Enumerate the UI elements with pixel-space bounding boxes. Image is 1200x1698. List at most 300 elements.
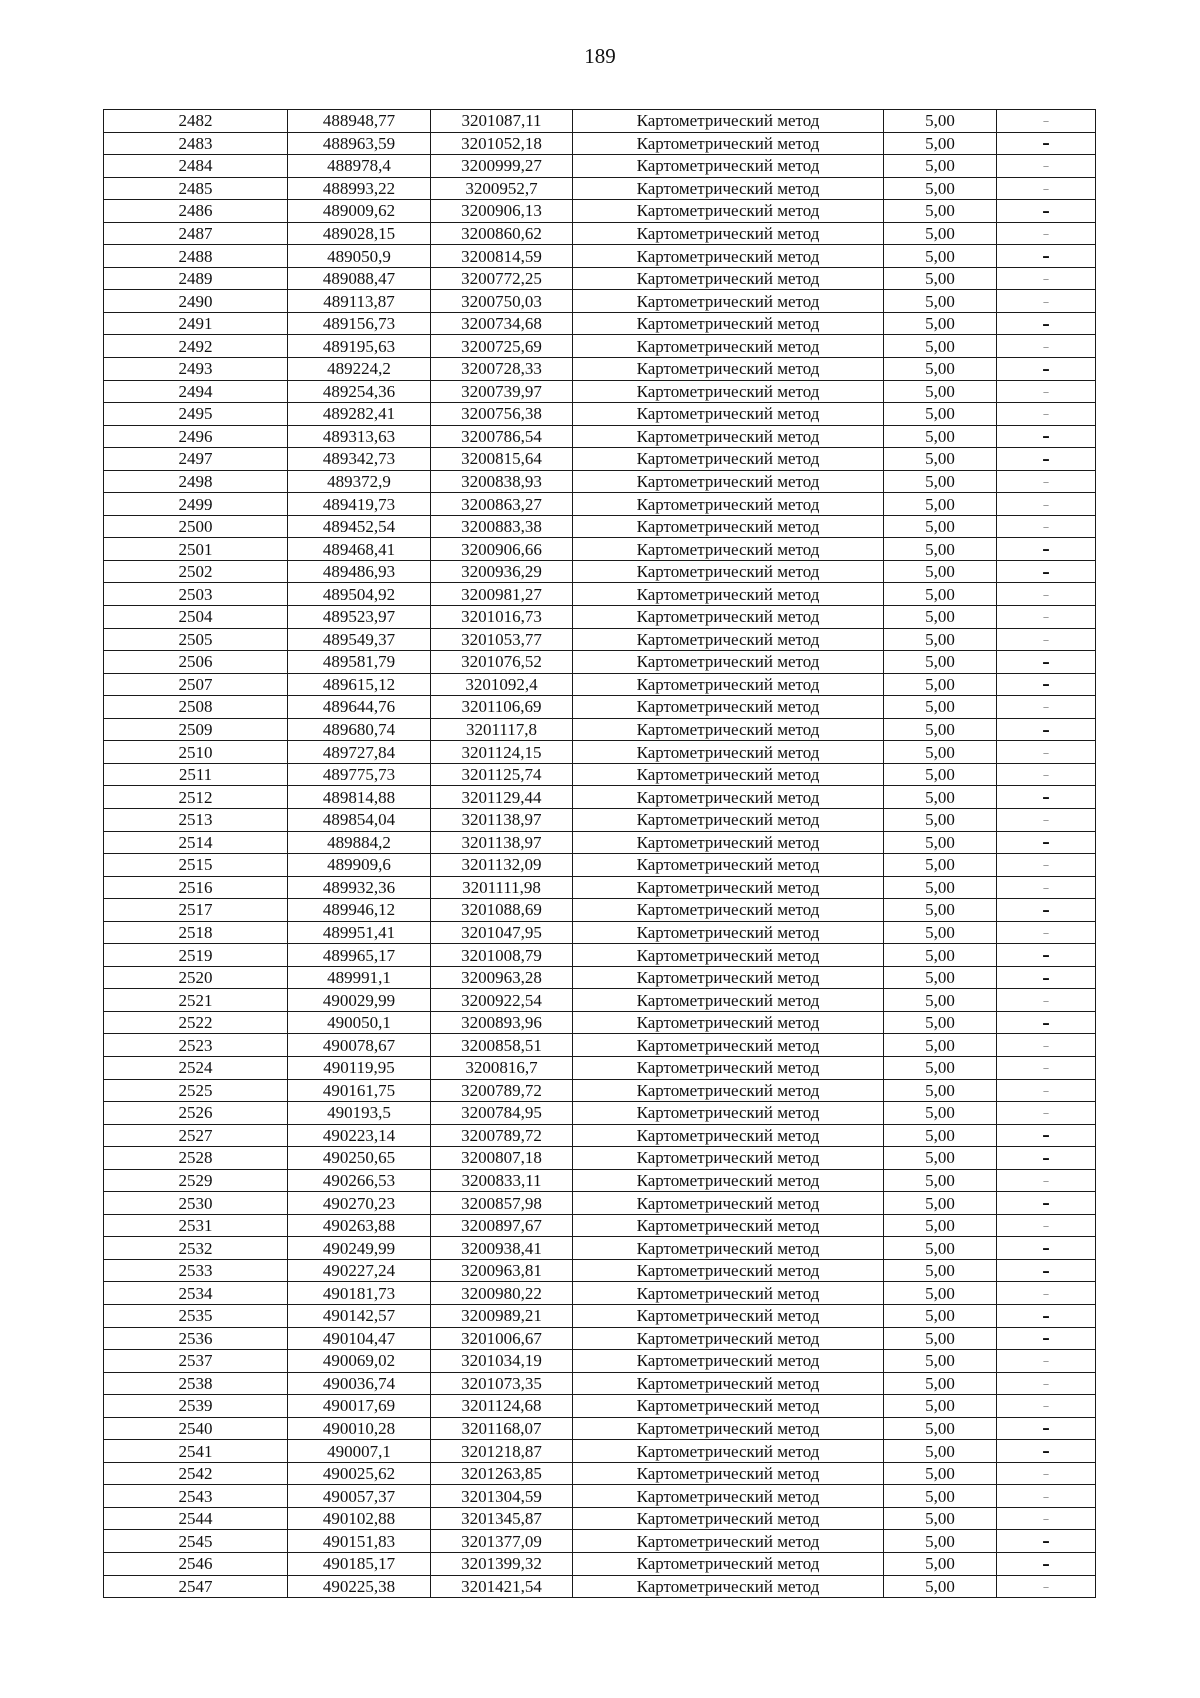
- method-cell: Картометрический метод: [573, 808, 884, 831]
- accuracy-cell: 5,00: [884, 673, 997, 696]
- x-coordinate-cell: 489932,36: [288, 876, 431, 899]
- point-number-cell: 2514: [104, 831, 288, 854]
- method-cell: Картометрический метод: [573, 1553, 884, 1576]
- coordinates-table: [103, 109, 1096, 1598]
- point-number-cell: 2494: [104, 380, 288, 403]
- dash-mark: –: [1042, 993, 1050, 1009]
- point-number-cell: 2483: [104, 132, 288, 155]
- table-row: [104, 1192, 1096, 1215]
- table-row: [104, 290, 1096, 313]
- accuracy-cell: 5,00: [884, 1304, 997, 1327]
- accuracy-cell: 5,00: [884, 290, 997, 313]
- table-row: [104, 583, 1096, 606]
- point-number-cell: 2512: [104, 786, 288, 809]
- note-cell: [997, 267, 1096, 290]
- method-cell: Картометрический метод: [573, 177, 884, 200]
- table-row: [104, 1485, 1096, 1508]
- method-cell: Картометрический метод: [573, 1530, 884, 1553]
- method-cell: Картометрический метод: [573, 1485, 884, 1508]
- table-row: [104, 560, 1096, 583]
- x-coordinate-cell: 488963,59: [288, 132, 431, 155]
- y-coordinate-cell: 3200728,33: [431, 358, 573, 381]
- point-number-cell: 2491: [104, 312, 288, 335]
- dash-mark: –: [1042, 768, 1050, 784]
- x-coordinate-cell: 490017,69: [288, 1395, 431, 1418]
- note-cell: [997, 403, 1096, 426]
- method-cell: Картометрический метод: [573, 1507, 884, 1530]
- dash-mark: –: [1042, 427, 1050, 446]
- dash-mark: –: [1042, 1532, 1050, 1551]
- method-cell: Картометрический метод: [573, 763, 884, 786]
- note-cell: [997, 1259, 1096, 1282]
- method-cell: Картометрический метод: [573, 1462, 884, 1485]
- dash-mark: –: [1042, 449, 1050, 468]
- point-number-cell: 2522: [104, 1011, 288, 1034]
- accuracy-cell: 5,00: [884, 944, 997, 967]
- accuracy-cell: 5,00: [884, 448, 997, 471]
- y-coordinate-cell: 3201129,44: [431, 786, 573, 809]
- y-coordinate-cell: 3200789,72: [431, 1079, 573, 1102]
- note-cell: [997, 763, 1096, 786]
- table-row: [104, 425, 1096, 448]
- table-row: [104, 1259, 1096, 1282]
- y-coordinate-cell: 3201052,18: [431, 132, 573, 155]
- method-cell: Картометрический метод: [573, 786, 884, 809]
- table-row: [104, 155, 1096, 178]
- method-cell: Картометрический метод: [573, 200, 884, 223]
- table-row: [104, 696, 1096, 719]
- table-row: [104, 493, 1096, 516]
- point-number-cell: 2488: [104, 245, 288, 268]
- accuracy-cell: 5,00: [884, 899, 997, 922]
- point-number-cell: 2502: [104, 560, 288, 583]
- point-number-cell: 2518: [104, 921, 288, 944]
- x-coordinate-cell: 490102,88: [288, 1507, 431, 1530]
- accuracy-cell: 5,00: [884, 1575, 997, 1598]
- table-row: [104, 1102, 1096, 1125]
- method-cell: Картометрический метод: [573, 1304, 884, 1327]
- y-coordinate-cell: 3200963,81: [431, 1259, 573, 1282]
- point-number-cell: 2546: [104, 1553, 288, 1576]
- y-coordinate-cell: 3200883,38: [431, 515, 573, 538]
- table-row: [104, 1507, 1096, 1530]
- method-cell: Картометрический метод: [573, 944, 884, 967]
- table-row: [104, 831, 1096, 854]
- accuracy-cell: 5,00: [884, 335, 997, 358]
- accuracy-cell: 5,00: [884, 1056, 997, 1079]
- note-cell: [997, 1237, 1096, 1260]
- note-cell: [997, 651, 1096, 674]
- x-coordinate-cell: 489313,63: [288, 425, 431, 448]
- point-number-cell: 2496: [104, 425, 288, 448]
- method-cell: Картометрический метод: [573, 1575, 884, 1598]
- y-coordinate-cell: 3201076,52: [431, 651, 573, 674]
- x-coordinate-cell: 489991,1: [288, 966, 431, 989]
- accuracy-cell: 5,00: [884, 1079, 997, 1102]
- note-cell: [997, 290, 1096, 313]
- note-cell: [997, 538, 1096, 561]
- point-number-cell: 2517: [104, 899, 288, 922]
- dash-mark: –: [1042, 201, 1050, 220]
- y-coordinate-cell: 3201138,97: [431, 808, 573, 831]
- accuracy-cell: 5,00: [884, 966, 997, 989]
- dash-mark: –: [1042, 675, 1050, 694]
- point-number-cell: 2513: [104, 808, 288, 831]
- method-cell: Картометрический метод: [573, 493, 884, 516]
- x-coordinate-cell: 489452,54: [288, 515, 431, 538]
- note-cell: [997, 696, 1096, 719]
- method-cell: Картометрический метод: [573, 1282, 884, 1305]
- accuracy-cell: 5,00: [884, 1485, 997, 1508]
- accuracy-cell: 5,00: [884, 358, 997, 381]
- method-cell: Картометрический метод: [573, 628, 884, 651]
- method-cell: Картометрический метод: [573, 470, 884, 493]
- x-coordinate-cell: 489156,73: [288, 312, 431, 335]
- method-cell: Картометрический метод: [573, 1440, 884, 1463]
- y-coordinate-cell: 3201088,69: [431, 899, 573, 922]
- point-number-cell: 2521: [104, 989, 288, 1012]
- dash-mark: –: [1042, 1376, 1050, 1392]
- note-cell: [997, 989, 1096, 1012]
- table-row: [104, 1169, 1096, 1192]
- y-coordinate-cell: 3201053,77: [431, 628, 573, 651]
- accuracy-cell: 5,00: [884, 696, 997, 719]
- dash-mark: –: [1042, 359, 1050, 378]
- point-number-cell: 2540: [104, 1417, 288, 1440]
- note-cell: [997, 335, 1096, 358]
- note-cell: [997, 831, 1096, 854]
- table-row: [104, 312, 1096, 335]
- method-cell: Картометрический метод: [573, 1079, 884, 1102]
- table-row: [104, 921, 1096, 944]
- method-cell: Картометрический метод: [573, 425, 884, 448]
- method-cell: Картометрический метод: [573, 1034, 884, 1057]
- method-cell: Картометрический метод: [573, 290, 884, 313]
- dash-mark: –: [1042, 314, 1050, 333]
- accuracy-cell: 5,00: [884, 245, 997, 268]
- dash-mark: –: [1042, 1286, 1050, 1302]
- x-coordinate-cell: 490185,17: [288, 1553, 431, 1576]
- accuracy-cell: 5,00: [884, 1553, 997, 1576]
- point-number-cell: 2544: [104, 1507, 288, 1530]
- x-coordinate-cell: 489946,12: [288, 899, 431, 922]
- x-coordinate-cell: 490007,1: [288, 1440, 431, 1463]
- table-row: [104, 763, 1096, 786]
- method-cell: Картометрический метод: [573, 673, 884, 696]
- table-row: [104, 1124, 1096, 1147]
- y-coordinate-cell: 3200922,54: [431, 989, 573, 1012]
- dash-mark: –: [1042, 520, 1050, 536]
- accuracy-cell: 5,00: [884, 1440, 997, 1463]
- dash-mark: –: [1042, 407, 1050, 423]
- dash-mark: –: [1042, 114, 1050, 130]
- table-row: [104, 1034, 1096, 1057]
- y-coordinate-cell: 3200980,22: [431, 1282, 573, 1305]
- accuracy-cell: 5,00: [884, 560, 997, 583]
- x-coordinate-cell: 490142,57: [288, 1304, 431, 1327]
- point-number-cell: 2537: [104, 1350, 288, 1373]
- point-number-cell: 2497: [104, 448, 288, 471]
- method-cell: Картометрический метод: [573, 358, 884, 381]
- dash-mark: –: [1042, 562, 1050, 581]
- y-coordinate-cell: 3201087,11: [431, 110, 573, 133]
- accuracy-cell: 5,00: [884, 1192, 997, 1215]
- method-cell: Картометрический метод: [573, 1056, 884, 1079]
- accuracy-cell: 5,00: [884, 1237, 997, 1260]
- note-cell: [997, 448, 1096, 471]
- method-cell: Картометрический метод: [573, 899, 884, 922]
- dash-mark: –: [1042, 1083, 1050, 1099]
- note-cell: [997, 944, 1096, 967]
- note-cell: [997, 1079, 1096, 1102]
- table-row: [104, 651, 1096, 674]
- accuracy-cell: 5,00: [884, 1350, 997, 1373]
- note-cell: [997, 515, 1096, 538]
- accuracy-cell: 5,00: [884, 1147, 997, 1170]
- point-number-cell: 2534: [104, 1282, 288, 1305]
- dash-mark: –: [1042, 587, 1050, 603]
- x-coordinate-cell: 489965,17: [288, 944, 431, 967]
- dash-mark: –: [1042, 858, 1050, 874]
- dash-mark: –: [1042, 1013, 1050, 1032]
- table-row: [104, 470, 1096, 493]
- x-coordinate-cell: 489523,97: [288, 606, 431, 629]
- note-cell: [997, 380, 1096, 403]
- dash-mark: –: [1042, 1106, 1050, 1122]
- y-coordinate-cell: 3200814,59: [431, 245, 573, 268]
- method-cell: Картометрический метод: [573, 403, 884, 426]
- table-row: [104, 515, 1096, 538]
- method-cell: Картометрический метод: [573, 921, 884, 944]
- method-cell: Картометрический метод: [573, 1372, 884, 1395]
- table-row: [104, 335, 1096, 358]
- point-number-cell: 2531: [104, 1214, 288, 1237]
- y-coordinate-cell: 3200860,62: [431, 222, 573, 245]
- dash-mark: –: [1042, 720, 1050, 739]
- point-number-cell: 2501: [104, 538, 288, 561]
- method-cell: Картометрический метод: [573, 267, 884, 290]
- point-number-cell: 2503: [104, 583, 288, 606]
- note-cell: [997, 786, 1096, 809]
- note-cell: [997, 312, 1096, 335]
- y-coordinate-cell: 3200963,28: [431, 966, 573, 989]
- dash-mark: –: [1042, 1399, 1050, 1415]
- accuracy-cell: 5,00: [884, 177, 997, 200]
- table-row: [104, 628, 1096, 651]
- note-cell: [997, 673, 1096, 696]
- x-coordinate-cell: 489028,15: [288, 222, 431, 245]
- table-row: [104, 673, 1096, 696]
- accuracy-cell: 5,00: [884, 921, 997, 944]
- accuracy-cell: 5,00: [884, 628, 997, 651]
- dash-mark: –: [1042, 1148, 1050, 1167]
- dash-mark: –: [1042, 227, 1050, 242]
- x-coordinate-cell: 489549,37: [288, 628, 431, 651]
- method-cell: Картометрический метод: [573, 606, 884, 629]
- note-cell: [997, 110, 1096, 133]
- x-coordinate-cell: 490069,02: [288, 1350, 431, 1373]
- method-cell: Картометрический метод: [573, 1237, 884, 1260]
- x-coordinate-cell: 490193,5: [288, 1102, 431, 1125]
- table-row: [104, 1372, 1096, 1395]
- y-coordinate-cell: 3201124,68: [431, 1395, 573, 1418]
- table-row: [104, 989, 1096, 1012]
- note-cell: [997, 1304, 1096, 1327]
- x-coordinate-cell: 489009,62: [288, 200, 431, 223]
- x-coordinate-cell: 490270,23: [288, 1192, 431, 1215]
- point-number-cell: 2520: [104, 966, 288, 989]
- y-coordinate-cell: 3200789,72: [431, 1124, 573, 1147]
- y-coordinate-cell: 3200756,38: [431, 403, 573, 426]
- y-coordinate-cell: 3200784,95: [431, 1102, 573, 1125]
- note-cell: [997, 358, 1096, 381]
- accuracy-cell: 5,00: [884, 1327, 997, 1350]
- note-cell: [997, 628, 1096, 651]
- point-number-cell: 2486: [104, 200, 288, 223]
- x-coordinate-cell: 489282,41: [288, 403, 431, 426]
- y-coordinate-cell: 3200863,27: [431, 493, 573, 516]
- y-coordinate-cell: 3200725,69: [431, 335, 573, 358]
- table-row: [104, 718, 1096, 741]
- note-cell: [997, 1507, 1096, 1530]
- method-cell: Картометрический метод: [573, 1327, 884, 1350]
- accuracy-cell: 5,00: [884, 200, 997, 223]
- y-coordinate-cell: 3201073,35: [431, 1372, 573, 1395]
- method-cell: Картометрический метод: [573, 651, 884, 674]
- x-coordinate-cell: 490161,75: [288, 1079, 431, 1102]
- method-cell: Картометрический метод: [573, 876, 884, 899]
- note-cell: [997, 470, 1096, 493]
- y-coordinate-cell: 3200786,54: [431, 425, 573, 448]
- table-row: [104, 876, 1096, 899]
- accuracy-cell: 5,00: [884, 741, 997, 764]
- point-number-cell: 2530: [104, 1192, 288, 1215]
- note-cell: [997, 132, 1096, 155]
- table-row: [104, 538, 1096, 561]
- dash-mark: –: [1042, 946, 1050, 964]
- dash-mark: –: [1042, 1467, 1050, 1483]
- y-coordinate-cell: 3200906,66: [431, 538, 573, 561]
- dash-mark: –: [1042, 1261, 1050, 1280]
- dash-mark: –: [1042, 1512, 1050, 1528]
- dash-mark: –: [1042, 1061, 1050, 1077]
- accuracy-cell: 5,00: [884, 312, 997, 335]
- note-cell: [997, 1169, 1096, 1192]
- table-row: [104, 245, 1096, 268]
- point-number-cell: 2487: [104, 222, 288, 245]
- point-number-cell: 2490: [104, 290, 288, 313]
- table-row: [104, 1327, 1096, 1350]
- dash-mark: –: [1042, 272, 1050, 288]
- accuracy-cell: 5,00: [884, 425, 997, 448]
- x-coordinate-cell: 490227,24: [288, 1259, 431, 1282]
- dash-mark: –: [1042, 788, 1050, 807]
- x-coordinate-cell: 490104,47: [288, 1327, 431, 1350]
- note-cell: [997, 1417, 1096, 1440]
- dash-mark: –: [1042, 159, 1050, 175]
- dash-mark: –: [1042, 181, 1050, 197]
- x-coordinate-cell: 490029,99: [288, 989, 431, 1012]
- y-coordinate-cell: 3200893,96: [431, 1011, 573, 1034]
- dash-mark: –: [1042, 610, 1050, 626]
- y-coordinate-cell: 3201117,8: [431, 718, 573, 741]
- table-row: [104, 1079, 1096, 1102]
- x-coordinate-cell: 489680,74: [288, 718, 431, 741]
- y-coordinate-cell: 3201263,85: [431, 1462, 573, 1485]
- accuracy-cell: 5,00: [884, 763, 997, 786]
- accuracy-cell: 5,00: [884, 1462, 997, 1485]
- note-cell: [997, 1214, 1096, 1237]
- point-number-cell: 2500: [104, 515, 288, 538]
- accuracy-cell: 5,00: [884, 606, 997, 629]
- x-coordinate-cell: 488993,22: [288, 177, 431, 200]
- table-row: [104, 403, 1096, 426]
- dash-mark: –: [1042, 540, 1050, 559]
- y-coordinate-cell: 3200938,41: [431, 1237, 573, 1260]
- point-number-cell: 2533: [104, 1259, 288, 1282]
- dash-mark: –: [1042, 384, 1050, 400]
- y-coordinate-cell: 3201168,07: [431, 1417, 573, 1440]
- point-number-cell: 2516: [104, 876, 288, 899]
- accuracy-cell: 5,00: [884, 831, 997, 854]
- note-cell: [997, 493, 1096, 516]
- y-coordinate-cell: 3201047,95: [431, 921, 573, 944]
- x-coordinate-cell: 489486,93: [288, 560, 431, 583]
- x-coordinate-cell: 488978,4: [288, 155, 431, 178]
- y-coordinate-cell: 3201377,09: [431, 1530, 573, 1553]
- table-row: [104, 110, 1096, 133]
- accuracy-cell: 5,00: [884, 808, 997, 831]
- note-cell: [997, 966, 1096, 989]
- x-coordinate-cell: 489615,12: [288, 673, 431, 696]
- point-number-cell: 2526: [104, 1102, 288, 1125]
- y-coordinate-cell: 3201345,87: [431, 1507, 573, 1530]
- dash-mark: –: [1042, 1194, 1050, 1213]
- y-coordinate-cell: 3201008,79: [431, 944, 573, 967]
- note-cell: [997, 1056, 1096, 1079]
- dash-mark: –: [1042, 1329, 1050, 1348]
- note-cell: [997, 1282, 1096, 1305]
- x-coordinate-cell: 489113,87: [288, 290, 431, 313]
- x-coordinate-cell: 490036,74: [288, 1372, 431, 1395]
- note-cell: [997, 177, 1096, 200]
- point-number-cell: 2547: [104, 1575, 288, 1598]
- y-coordinate-cell: 3201132,09: [431, 854, 573, 877]
- accuracy-cell: 5,00: [884, 651, 997, 674]
- table-row: [104, 1462, 1096, 1485]
- note-cell: [997, 741, 1096, 764]
- note-cell: [997, 1575, 1096, 1598]
- point-number-cell: 2519: [104, 944, 288, 967]
- table-row: [104, 944, 1096, 967]
- accuracy-cell: 5,00: [884, 786, 997, 809]
- dash-mark: –: [1042, 1579, 1050, 1595]
- point-number-cell: 2498: [104, 470, 288, 493]
- x-coordinate-cell: 489775,73: [288, 763, 431, 786]
- method-cell: Картометрический метод: [573, 1395, 884, 1418]
- method-cell: Картометрический метод: [573, 989, 884, 1012]
- point-number-cell: 2545: [104, 1530, 288, 1553]
- x-coordinate-cell: 490250,65: [288, 1147, 431, 1170]
- method-cell: Картометрический метод: [573, 1147, 884, 1170]
- method-cell: Картометрический метод: [573, 312, 884, 335]
- y-coordinate-cell: 3200952,7: [431, 177, 573, 200]
- x-coordinate-cell: 490010,28: [288, 1417, 431, 1440]
- dash-mark: –: [1042, 925, 1050, 941]
- accuracy-cell: 5,00: [884, 1507, 997, 1530]
- accuracy-cell: 5,00: [884, 403, 997, 426]
- dash-mark: –: [1042, 813, 1050, 829]
